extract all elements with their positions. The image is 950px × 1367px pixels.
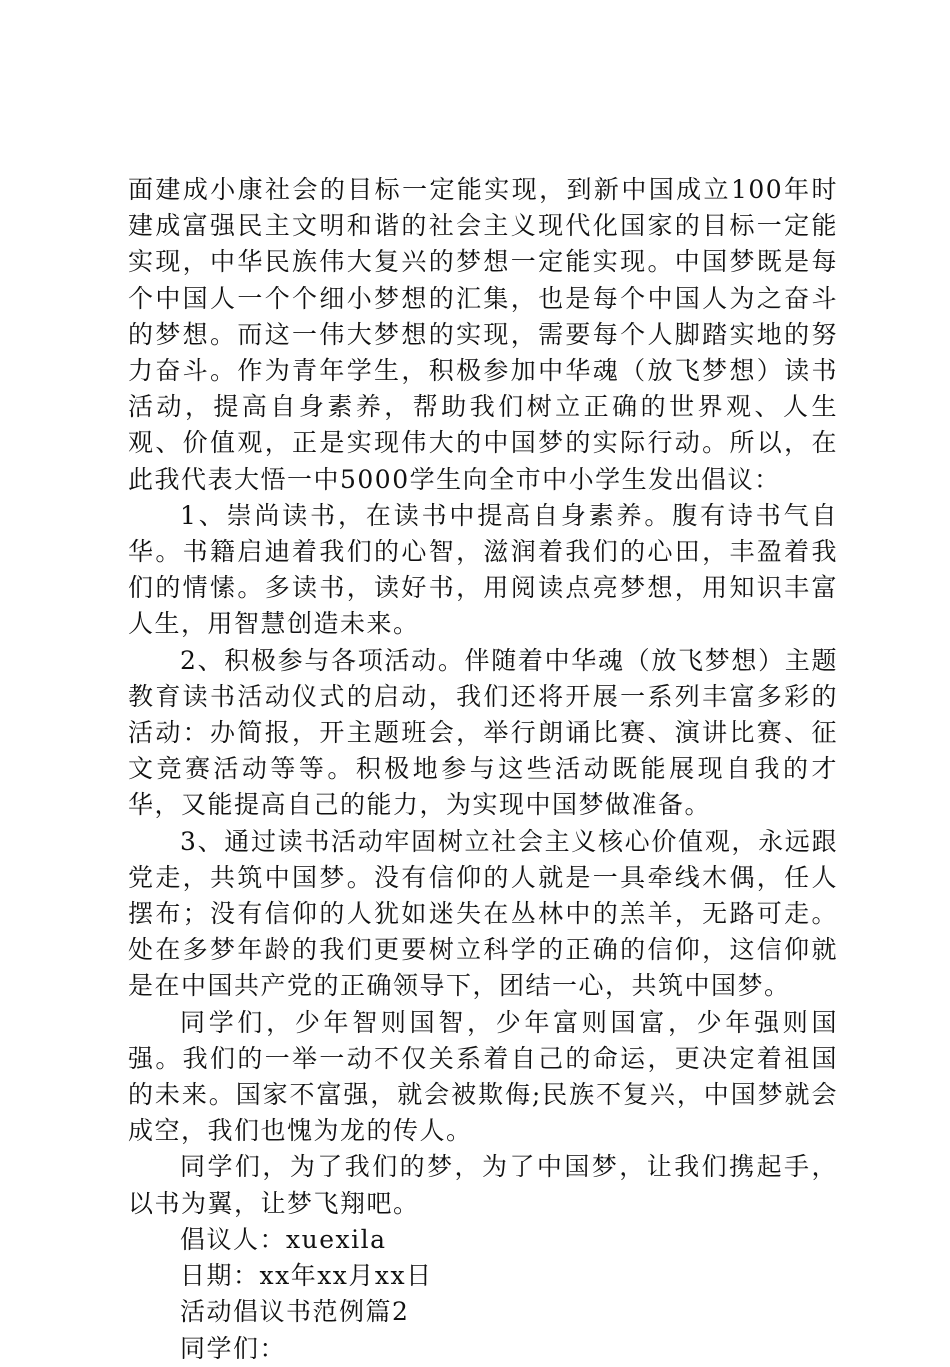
paragraph-closing: 同学们，为了我们的梦，为了中国梦，让我们携起手，以书为翼，让梦飞翔吧。 <box>128 1152 838 1218</box>
next-section-title: 活动倡议书范例篇2 <box>180 1297 410 1327</box>
paragraph-item-1: 1、崇尚读书，在读书中提高自身素养。腹有诗书气自华。书籍启迪着我们的心智，滋润着我们的心田，丰盈着我们的情愫。多读书，读好书，用阅读点亮梦想，用知识丰富人生，用智慧创造未来。 <box>128 500 838 639</box>
document-body <box>128 172 838 1367</box>
salutation-line: 同学们： <box>180 1333 287 1363</box>
date-line: 日期：xx年xx月xx日 <box>180 1261 433 1291</box>
signature-line: 倡议人：xuexila <box>180 1224 387 1254</box>
paragraph-item-3: 3、通过读书活动牢固树立社会主义核心价值观，永远跟党走，共筑中国梦。没有信仰的人就是一具牵线木偶，任人摆布；没有信仰的人犹如迷失在丛林中的羔羊，无路可走。处在多梦年龄的我们更要树立科学的正确的信仰，这信仰就是在中国共产党的正确领导下，团结一心，共筑中国梦。 <box>128 826 838 1001</box>
paragraph-intro: 面建成小康社会的目标一定能实现，到新中国成立100年时建成富强民主文明和谐的社会主义现代化国家的目标一定能实现，中华民族伟大复兴的梦想一定能实现。中国梦既是每个中国人一个个细小梦想的汇集，也是每个中国人为之奋斗的梦想。而这一伟大梦想的实现，需要每个人脚踏实地的努力奋斗。作为青年学生，积极参加中华魂（放飞梦想）读书活动，提高自身素养，帮助我们树立正确的世界观、人生观、价值观，正是实现伟大的中国梦的实际行动。所以，在此我代表大悟一中5000学生向全市中小学生发出倡议： <box>128 175 838 494</box>
paragraph-appeal: 同学们，少年智则国智，少年富则国富，少年强则国强。我们的一举一动不仅关系着自己的命运，更决定着祖国的未来。国家不富强，就会被欺侮;民族不复兴，中国梦就会成空，我们也愧为龙的传人。 <box>128 1007 838 1146</box>
paragraph-item-2: 2、积极参与各项活动。伴随着中华魂（放飞梦想）主题教育读书活动仪式的启动，我们还将开展一系列丰富多彩的活动：办简报，开主题班会，举行朗诵比赛、演讲比赛、征文竞赛活动等等。积极地参与这些活动既能展现自我的才华，又能提高自己的能力，为实现中国梦做准备。 <box>128 645 838 820</box>
